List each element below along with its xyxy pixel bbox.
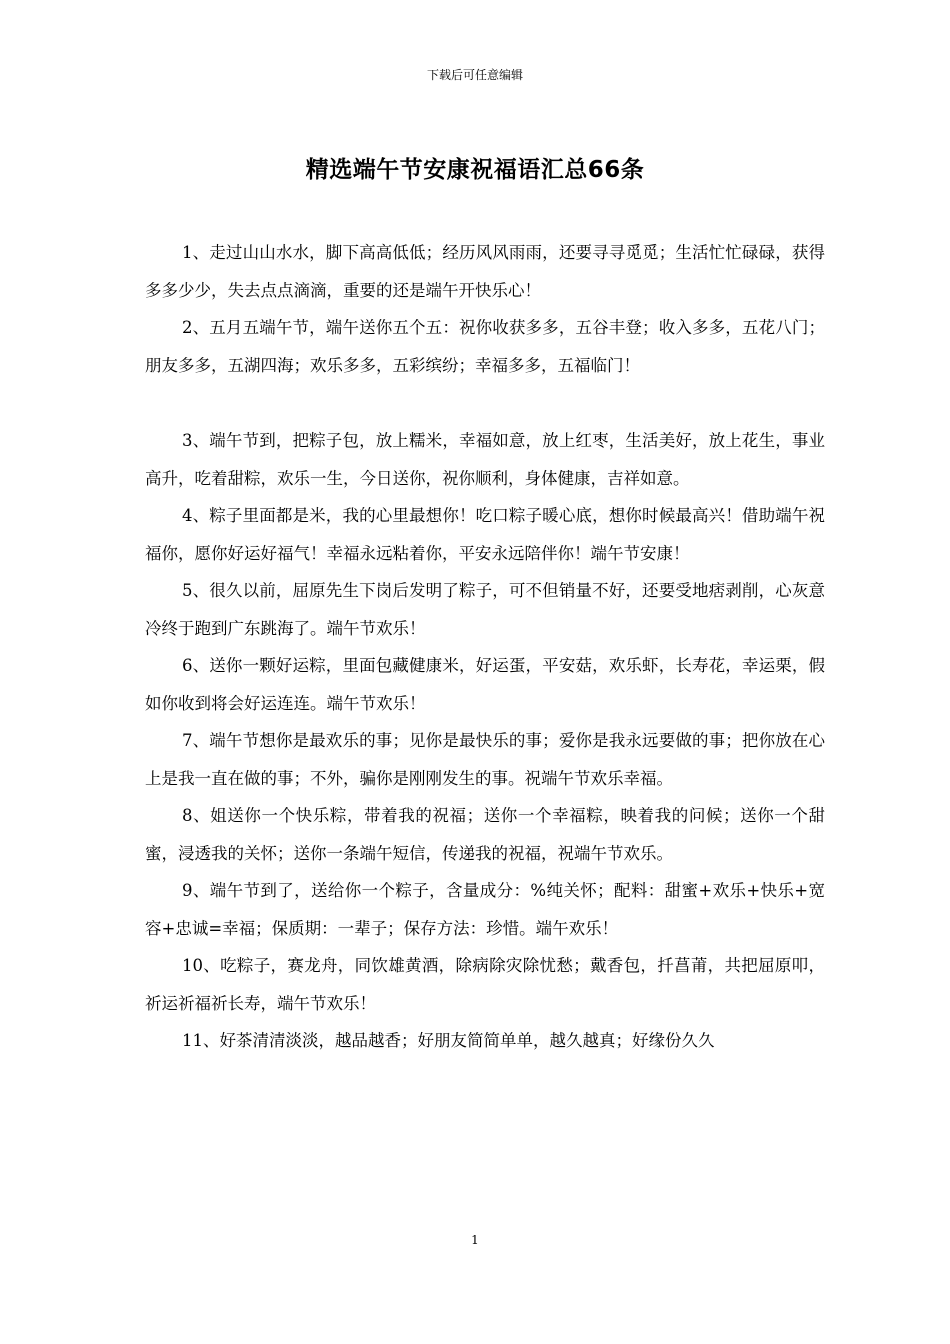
paragraph-11: 11、好茶清清淡淡，越品越香；好朋友简简单单，越久越真；好缘份久久: [182, 1031, 715, 1050]
paragraph-4: 4、粽子里面都是米，我的心里最想你！吃口粽子暖心底，想你时候最高兴！借助端午祝福你，愿你好运好福气！幸福永远粘着你，平安永远陪伴你！端午节安康！: [145, 506, 825, 563]
paragraph-3: 3、端午节到，把粽子包，放上糯米，幸福如意，放上红枣，生活美好，放上花生，事业高升，吃着甜粽，欢乐一生，今日送你，祝你顺利，身体健康，吉祥如意。: [145, 431, 825, 488]
paragraph-8: 8、姐送你一个快乐粽，带着我的祝福；送你一个幸福粽，映着我的问候；送你一个甜蜜，浸透我的关怀；送你一条端午短信，传递我的祝福，祝端午节欢乐。: [145, 806, 825, 863]
header-note: 下载后可任意编辑: [426, 68, 523, 82]
document-body: [145, 234, 825, 1060]
paragraph-6: 6、送你一颗好运粽，里面包藏健康米，好运蛋，平安菇，欢乐虾，长寿花，幸运栗，假如你收到将会好运连连。端午节欢乐！: [145, 656, 825, 713]
page-number: 1: [471, 1233, 479, 1247]
paragraph-9: 9、端午节到了，送给你一个粽子，含量成分：%纯关怀；配料：甜蜜+欢乐+快乐+宽容+忠诚=幸福；保质期：一辈子；保存方法：珍惜。端午欢乐！: [145, 881, 825, 938]
paragraph-5: 5、很久以前，屈原先生下岗后发明了粽子，可不但销量不好，还要受地痞剥削，心灰意冷终于跑到广东跳海了。端午节欢乐！: [145, 581, 825, 638]
paragraph-2: 2、五月五端午节，端午送你五个五：祝你收获多多，五谷丰登；收入多多，五花八门；朋友多多，五湖四海；欢乐多多，五彩缤纷；幸福多多，五福临门！: [145, 318, 825, 375]
blank-line: [145, 384, 825, 422]
paragraph-1: 1、走过山山水水，脚下高高低低；经历风风雨雨，还要寻寻觅觅；生活忙忙碌碌，获得多多少少，失去点点滴滴，重要的还是端午开快乐心！: [145, 243, 825, 300]
paragraph-10: 10、吃粽子，赛龙舟，同饮雄黄酒，除病除灾除忧愁；戴香包，扦菖莆，共把屈原叩，祈运祈福祈长寿，端午节欢乐！: [145, 956, 825, 1013]
paragraph-7: 7、端午节想你是最欢乐的事；见你是最快乐的事；爱你是我永远要做的事；把你放在心上是我一直在做的事；不外，骗你是刚刚发生的事。祝端午节欢乐幸福。: [145, 731, 825, 788]
document-title: 精选端午节安康祝福语汇总66条: [305, 157, 645, 183]
